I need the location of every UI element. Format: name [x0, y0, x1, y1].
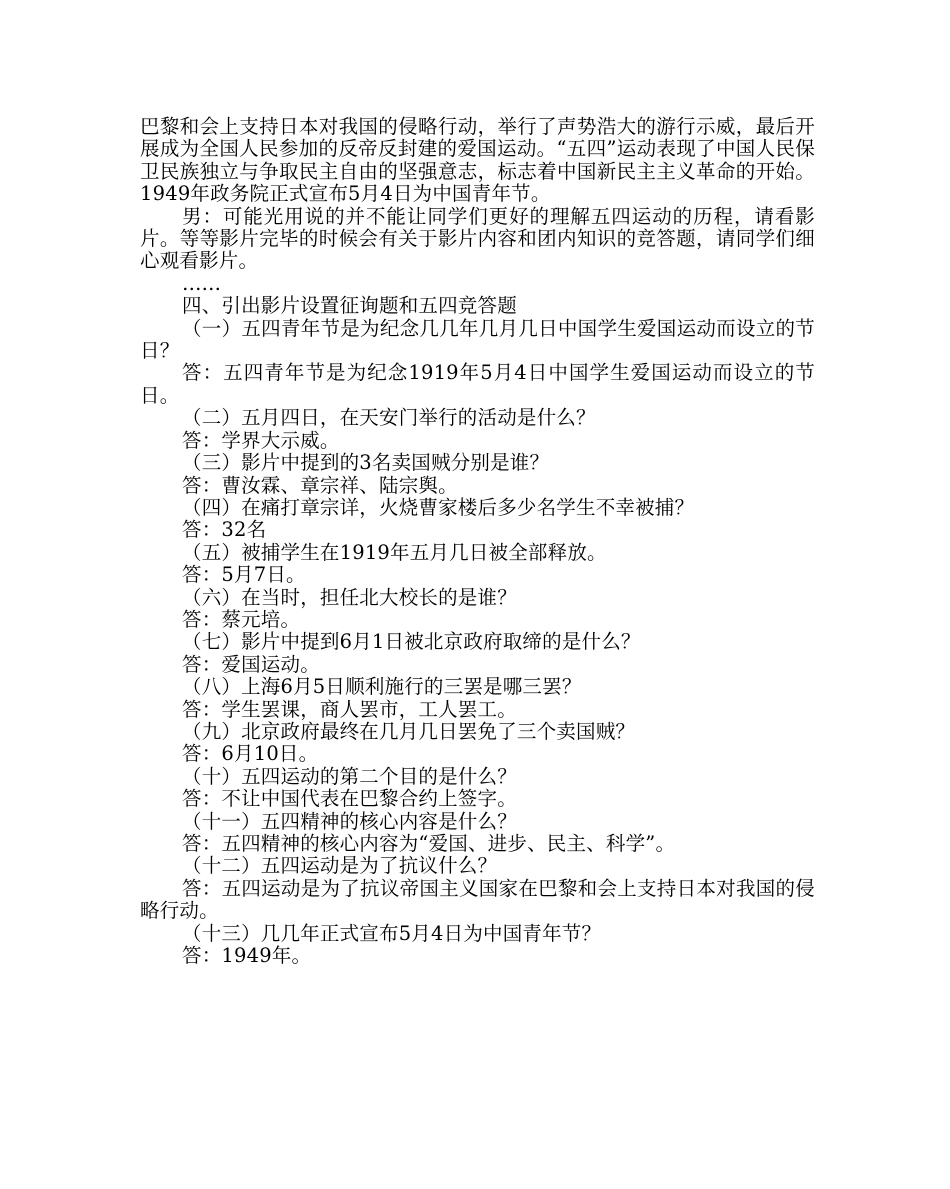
document-page	[140, 116, 815, 967]
answer: 答：6月10日。	[182, 742, 319, 766]
answer: 答：五四青年节是为纪念1919年5月4日中国学生爱国运动而设立的节日。	[140, 361, 815, 407]
question: （十）五四运动的第二个目的是什么？	[182, 764, 517, 788]
question: （二）五月四日，在天安门举行的活动是什么？	[182, 406, 596, 430]
intro-paragraph: 巴黎和会上支持日本对我国的侵略行动，举行了声势浩大的游行示威，最后开展成为全国人民参加的反帝反封建的爱国运动。“五四”运动表现了中国人民保卫民族独立与争取民主自由的坚强意志，标志着中国新民主主义革命的开始。1949年政务院正式宣布5月4日为中国青年节。	[140, 115, 815, 206]
answer: 答：曹汝霖、章宗祥、陆宗舆。	[182, 473, 458, 497]
question: （五）被捕学生在1919年五月几日被全部释放。	[182, 540, 607, 564]
question: （十一）五四精神的核心内容是什么？	[182, 809, 517, 833]
answer: 答：学生罢课，商人罢市，工人罢工。	[182, 697, 517, 721]
answer: 答：五四精神的核心内容为“爱国、进步、民主、科学”。	[182, 832, 676, 855]
question: （十三）几几年正式宣布5月4日为中国青年节？	[182, 921, 602, 945]
question: （十二）五四运动是为了抗议什么？	[182, 854, 498, 878]
male-host-paragraph: 男：可能光用说的并不能让同学们更好的理解五四运动的历程，请看影片。等等影片完毕的时候会有关于影片内容和团内知识的竞答题，请同学们细心观看影片。	[140, 204, 815, 273]
question: （七）影片中提到6月1日被北京政府取缔的是什么？	[182, 630, 641, 654]
answer: 答：1949年。	[182, 944, 312, 968]
question: （八）上海6月5日顺利施行的三罢是哪三罢？	[182, 675, 582, 699]
answer: 答：不让中国代表在巴黎合约上签字。	[182, 787, 517, 811]
answer: 答：32名	[182, 518, 267, 542]
answer: 答：5月7日。	[182, 563, 306, 587]
section-heading: 四、引出影片设置征询题和五四竞答题	[182, 294, 517, 318]
answer: 答：蔡元培。	[182, 607, 301, 631]
answer: 答：爱国运动。	[182, 652, 320, 676]
ellipsis: ……	[182, 271, 221, 295]
answer: 答：五四运动是为了抗议帝国主义国家在巴黎和会上支持日本对我国的侵略行动。	[140, 876, 815, 923]
question: （六）在当时，担任北大校长的是谁？	[182, 585, 517, 609]
answer: 答：学界大示威。	[182, 428, 340, 452]
question: （九）北京政府最终在几月几日罢免了三个卖国贼？	[182, 719, 636, 743]
question: （四）在痛打章宗详，火烧曹家楼后多少名学生不幸被捕？	[182, 495, 695, 519]
question: （三）影片中提到的3名卖国贼分别是谁？	[182, 451, 550, 475]
question: （一）五四青年节是为纪念几几年几月几日中国学生爱国运动而设立的节日？	[140, 316, 815, 363]
